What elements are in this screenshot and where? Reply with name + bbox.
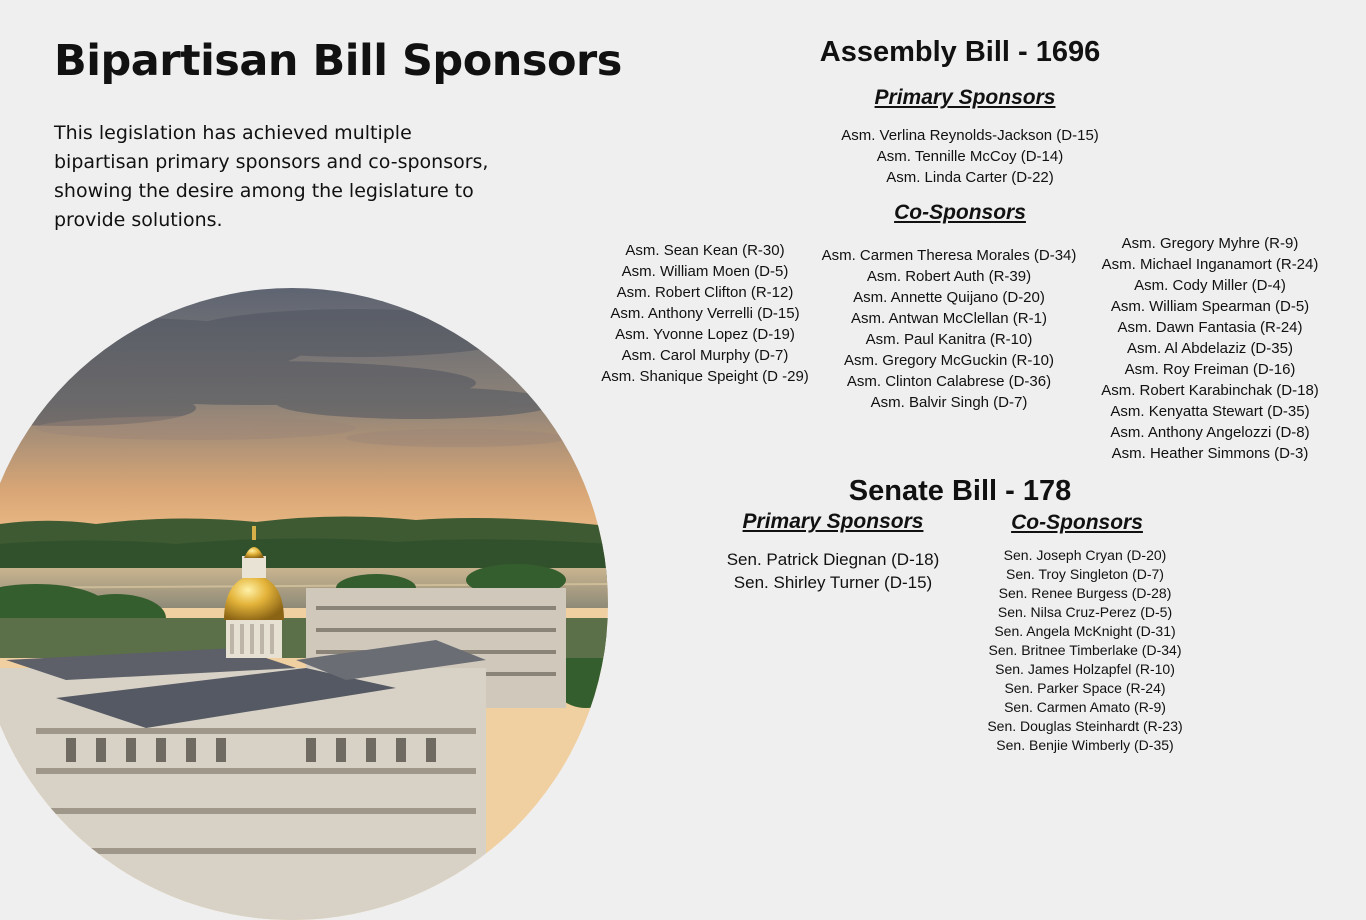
assembly-bill-title: Assembly Bill - 1696: [819, 36, 1101, 68]
list-item: Sen. James Holzapfel (R-10): [995, 661, 1175, 677]
list-item: Asm. Anthony Angelozzi (D-8): [1110, 424, 1310, 441]
senate-primary-sponsors-list: [708, 548, 958, 594]
assembly-co-sponsors-column-1: [590, 240, 820, 387]
list-item: Asm. Anthony Verrelli (D-15): [610, 305, 800, 322]
list-item: Asm. Roy Freiman (D-16): [1124, 361, 1296, 378]
list-item: Sen. Nilsa Cruz-Perez (D-5): [997, 604, 1173, 620]
list-item: Sen. Douglas Steinhardt (R-23): [987, 718, 1183, 734]
list-item: Asm. William Spearman (D-5): [1110, 298, 1310, 315]
list-item: Asm. Balvir Singh (D-7): [870, 394, 1028, 411]
list-item: Asm. Kenyatta Stewart (D-35): [1110, 403, 1310, 420]
assembly-primary-sponsors-heading: Primary Sponsors: [874, 86, 1056, 109]
assembly-co-sponsors-column-2: [808, 245, 1090, 413]
list-item: Sen. Patrick Diegnan (D-18): [726, 550, 940, 569]
list-item: Sen. Angela McKnight (D-31): [994, 623, 1176, 639]
list-item: Sen. Joseph Cryan (D-20): [1003, 547, 1167, 563]
list-item: Asm. Annette Quijano (D-20): [853, 289, 1045, 306]
list-item: Asm. Michael Inganamort (R-24): [1101, 256, 1319, 273]
list-item: Asm. Robert Auth (R-39): [866, 268, 1032, 285]
list-item: Asm. Carol Murphy (D-7): [621, 347, 789, 364]
senate-co-sponsors-list: [970, 546, 1200, 755]
assembly-co-sponsors-column-3: [1090, 233, 1330, 464]
list-item: Sen. Britnee Timberlake (D-34): [988, 642, 1182, 658]
list-item: Asm. Verlina Reynolds-Jackson (D-15): [841, 127, 1099, 144]
list-item: Asm. Gregory Myhre (R-9): [1121, 235, 1299, 252]
list-item: Asm. Antwan McClellan (R-1): [851, 310, 1047, 327]
list-item: Asm. Shanique Speight (D -29): [601, 368, 809, 385]
list-item: Asm. Carmen Theresa Morales (D-34): [821, 247, 1077, 264]
list-item: Sen. Carmen Amato (R-9): [1004, 699, 1166, 715]
list-item: Asm. Gregory McGuckin (R-10): [843, 352, 1055, 369]
list-item: Sen. Troy Singleton (D-7): [1006, 566, 1164, 582]
list-item: Asm. Al Abdelaziz (D-35): [1127, 340, 1293, 357]
list-item: Asm. Clinton Calabrese (D-36): [846, 373, 1052, 390]
assembly-co-sponsors-heading: Co-Sponsors: [894, 201, 1026, 224]
list-item: Sen. Benjie Wimberly (D-35): [996, 737, 1174, 753]
senate-primary-sponsors-heading: Primary Sponsors: [742, 510, 924, 533]
list-item: Asm. William Moen (D-5): [621, 263, 789, 280]
list-item: Asm. Linda Carter (D-22): [886, 169, 1054, 186]
list-item: Asm. Robert Karabinchak (D-18): [1101, 382, 1319, 399]
list-item: Asm. Robert Clifton (R-12): [616, 284, 794, 301]
list-item: Sen. Renee Burgess (D-28): [998, 585, 1172, 601]
list-item: Asm. Paul Kanitra (R-10): [865, 331, 1033, 348]
intro-paragraph: This legislation has achieved multiple bipartisan primary sponsors and co-sponsors, showing the desire among the legislature to provide solutions.: [54, 122, 489, 231]
list-item: Asm. Sean Kean (R-30): [625, 242, 785, 259]
list-item: Asm. Yvonne Lopez (D-19): [615, 326, 795, 343]
list-item: Sen. Parker Space (R-24): [1004, 680, 1166, 696]
capitol-photo: [0, 288, 608, 920]
senate-bill-title: Senate Bill - 178: [848, 475, 1072, 507]
assembly-primary-sponsors-list: [820, 125, 1120, 188]
list-item: Asm. Heather Simmons (D-3): [1111, 445, 1309, 462]
list-item: Sen. Shirley Turner (D-15): [733, 573, 933, 592]
page-title: Bipartisan Bill Sponsors: [54, 36, 622, 86]
senate-co-sponsors-heading: Co-Sponsors: [1011, 511, 1143, 534]
list-item: Asm. Dawn Fantasia (R-24): [1117, 319, 1303, 336]
list-item: Asm. Cody Miller (D-4): [1134, 277, 1286, 294]
list-item: Asm. Tennille McCoy (D-14): [876, 148, 1064, 165]
